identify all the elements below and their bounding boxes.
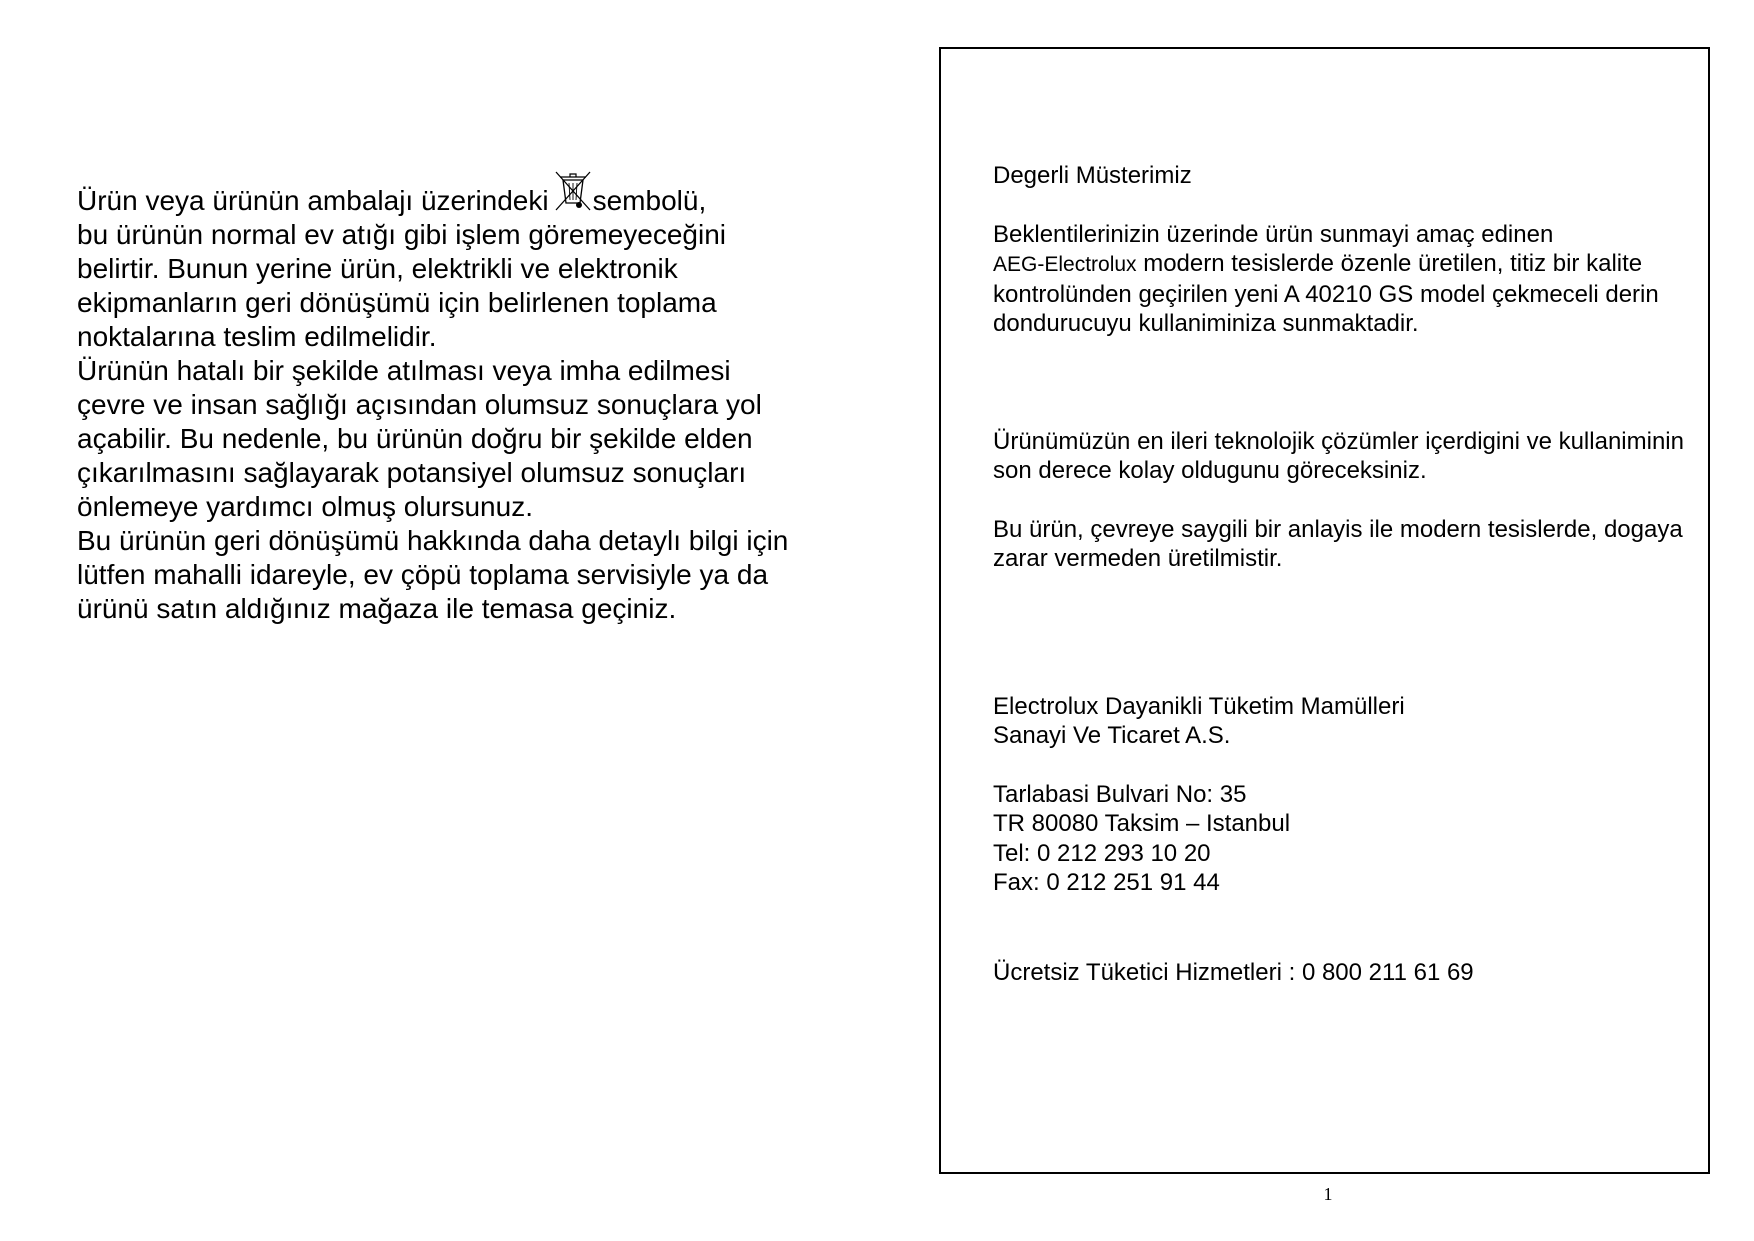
letter-frame [939, 47, 1710, 1174]
customer-letter [993, 161, 1693, 987]
disposal-paragraph-1 [77, 184, 797, 354]
disposal-notice [77, 184, 797, 626]
disposal-line1-after-icon: sembolü, [592, 185, 707, 216]
address-line-1: Tarlabasi Bulvari No: 35 [993, 780, 1247, 808]
disposal-paragraph-2: Ürünün hatalı bir şekilde atılması veya imha edilmesi çevre ve insan sağlığı açısından olumsuz sonuçlara yol açabilir. Bu nedenle, bu ürünün doğru bir şekilde elden çıkarılmasını sağlayarak potansiyel olumsuz sonuçları önlemeye yardımcı olmuş olursunuz. [77, 355, 762, 522]
company-name-line-2: Sanayi Ve Ticaret A.S. [993, 722, 1231, 749]
letter-intro-before-brand: Beklentilerinizin üzerinde ürün sunmayi amaç edinen [993, 220, 1554, 248]
letter-salutation: Degerli Müsterimiz [993, 162, 1192, 189]
fax-number: Fax: 0 212 251 91 44 [993, 869, 1220, 896]
phone-number: Tel: 0 212 293 10 20 [993, 839, 1211, 867]
letter-intro-paragraph [993, 220, 1693, 339]
letter-intro-after-brand: modern tesislerde özenle üretilen, titiz bir kalite kontrolünden geçirilen yeni A 40210 GS model çekmeceli derin dondurucuyu kullaniminiza sunmaktadir. [993, 250, 1659, 337]
disposal-paragraph-1-rest: bu ürünün normal ev atığı gibi işlem göremeyeceğini belirtir. Bunun yerine ürün, elektrikli ve elektronik ekipmanların geri dönüşümü için belirlenen toplama noktalarına teslim edilmelidir. [77, 219, 727, 352]
disposal-paragraph-3: Bu ürünün geri dönüşümü hakkında daha detaylı bilgi için lütfen mahalli idareyle, ev çöpü toplama servisiyle ya da ürünü satın aldığınız mağaza ile temasa geçiniz. [77, 525, 789, 624]
crossed-out-wheelie-bin-icon [553, 170, 593, 212]
letter-environment-paragraph: Bu ürün, çevreye saygili bir anlayis ile modern tesislerde, dogaya zarar vermeden üretilmistir. [993, 515, 1683, 572]
page-number: 1 [1323, 1184, 1333, 1204]
disposal-line1-before-icon: Ürün veya ürünün ambalajı üzerindeki [77, 185, 549, 216]
address-line-2: TR 80080 Taksim – Istanbul [993, 810, 1291, 837]
consumer-hotline: Ücretsiz Tüketici Hizmetleri : 0 800 211 61 69 [993, 958, 1474, 986]
letter-technology-paragraph: Ürünümüzün en ileri teknolojik çözümler içerdigini ve kullaniminin son derece kolay oldugunu göreceksiniz. [993, 427, 1684, 484]
brand-name: AEG-Electrolux [993, 253, 1137, 276]
company-name-line-1: Electrolux Dayanikli Tüketim Mamülleri [993, 692, 1405, 720]
